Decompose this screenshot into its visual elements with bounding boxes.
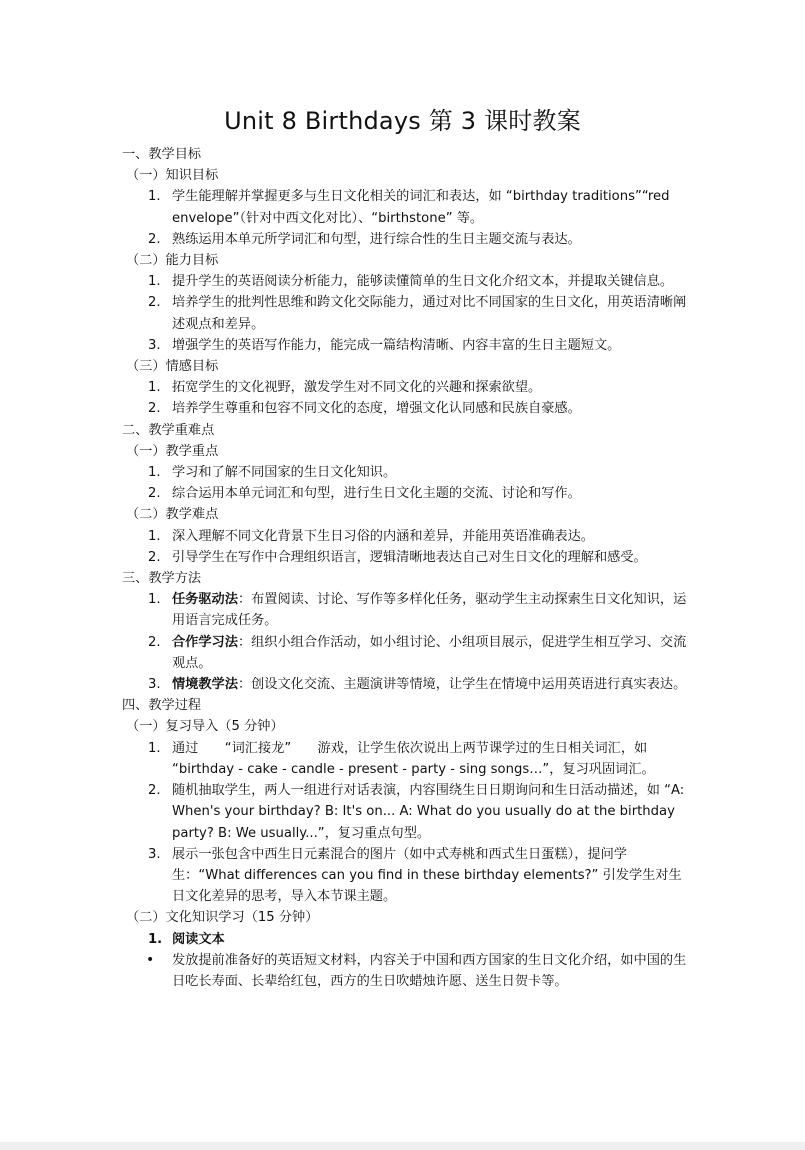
list-item [122, 547, 690, 568]
list-number: 2. [148, 231, 161, 247]
section-heading: 一、教学目标 [122, 147, 202, 162]
method-label: 任务驱动法 [172, 592, 238, 608]
list-item [122, 632, 690, 674]
method-description: ：布置阅读、讨论、写作等多样化任务，驱动学生主动探索生日文化知识，运用语言完成任务。 [172, 592, 687, 629]
list-item-text: 通过 “词汇接龙” 游戏，让学生依次说出上两节课学过的生日相关词汇，如 “birthday - cake - candle - present - party - sing songs…”，复习巩固词汇。 [172, 740, 655, 777]
list-item [122, 929, 690, 950]
list-item [122, 526, 690, 547]
bullet-item-text: 发放提前准备好的英语短文材料，内容关于中国和西方国家的生日文化介绍，如中国的生日吃长寿面、长辈给红包，西方的生日吹蜡烛许愿、送生日贺卡等。 [172, 952, 687, 989]
section-heading: 四、教学过程 [122, 698, 202, 714]
list-item-text: 提升学生的英语阅读分析能力，能够读懂简单的生日文化介绍文本，并提取关键信息。 [172, 274, 674, 290]
list-item-text: 熟练运用本单元所学词汇和句型，进行综合性的生日主题交流与表达。 [172, 231, 581, 247]
bullet-item [122, 950, 690, 992]
list-item [122, 844, 690, 908]
list-item [122, 589, 690, 631]
list-item-text: 深入理解不同文化背景下生日习俗的内涵和差异，并能用英语准确表达。 [172, 528, 594, 544]
section-heading: 二、教学重难点 [122, 422, 215, 438]
list-item-text [172, 632, 690, 674]
list-number: 1. [148, 592, 161, 608]
list-item-text: 增强学生的英语写作能力，能完成一篇结构清晰、内容丰富的生日主题短文。 [172, 337, 621, 353]
list-item [122, 780, 690, 844]
section-heading: 三、教学方法 [122, 571, 202, 587]
list-number: 1. [148, 380, 161, 396]
list-number: 1. [148, 528, 161, 544]
list-item-text [172, 674, 690, 695]
list-number: 2. [148, 486, 161, 502]
list-item [122, 738, 690, 780]
list-item [122, 271, 690, 292]
list-item-text: 学习和了解不同国家的生日文化知识。 [172, 465, 397, 481]
list-item [122, 186, 690, 228]
subsection-heading: （二）教学难点 [126, 507, 219, 523]
list-number: 2. [148, 783, 161, 799]
list-item [122, 377, 690, 398]
list-item-text: 培养学生的批判性思维和跨文化交际能力，通过对比不同国家的生日文化，用英语清晰阐述观点和差异。 [172, 295, 687, 332]
list-item [122, 483, 690, 504]
list-item-text [172, 589, 690, 631]
subsection-heading: （一）知识目标 [126, 168, 219, 184]
list-number: 1. [148, 189, 161, 205]
list-item-text: 拓宽学生的文化视野，激发学生对不同文化的兴趣和探索欲望。 [172, 380, 542, 396]
list-item-text: 学生能理解并掌握更多与生日文化相关的词汇和表达，如 “birthday traditions”“red envelope”（针对中西文化对比）、“birthstone” 等。 [172, 189, 670, 226]
list-item-text: 随机抽取学生，两人一组进行对话表演，内容围绕生日日期询问和生日活动描述，如 “A: When's your birthday? B: It's on... A: What do you usually do at the birthday party? B: We usually...”，复习重点句型。 [172, 783, 685, 841]
list-item [122, 335, 690, 356]
list-item-text: 阅读文本 [172, 931, 225, 947]
list-number: 1. [148, 274, 161, 290]
list-number: 2. [148, 295, 161, 311]
subsection-heading: （一）复习导入（5 分钟） [126, 719, 284, 735]
list-item [122, 292, 690, 334]
subsection-heading: （二）能力目标 [126, 253, 219, 269]
list-item-text: 展示一张包含中西生日元素混合的图片（如中式寿桃和西式生日蛋糕），提问学生：“What differences can you find in these birthday elements?” 引发学生对生日文化差异的思考，导入本节课主题。 [172, 846, 682, 905]
list-number: 1. [148, 740, 161, 756]
list-number: 1. [148, 931, 163, 947]
list-item [122, 229, 690, 250]
page-title: Unit 8 Birthdays 第 3 课时教案 [224, 107, 581, 135]
list-number: 3. [148, 846, 161, 862]
list-number: 2. [148, 401, 161, 417]
bullet-icon: • [146, 951, 155, 968]
subsection-heading: （二）文化知识学习（15 分钟） [126, 910, 319, 926]
list-number: 1. [148, 465, 161, 481]
list-item [122, 462, 690, 483]
list-number: 2. [148, 549, 161, 565]
list-number: 3. [148, 677, 161, 693]
list-item-text: 综合运用本单元词汇和句型，进行生日文化主题的交流、讨论和写作。 [172, 486, 581, 502]
list-item-text: 引导学生在写作中合理组织语言，逻辑清晰地表达自己对生日文化的理解和感受。 [172, 549, 647, 565]
list-item [122, 398, 690, 419]
list-number: 2. [148, 634, 161, 650]
method-label: 情境教学法 [172, 677, 238, 693]
list-item-text: 培养学生尊重和包容不同文化的态度，增强文化认同感和民族自豪感。 [172, 401, 581, 417]
subsection-heading: （三）情感目标 [126, 359, 219, 375]
document-body [122, 144, 690, 992]
list-item [122, 674, 690, 695]
method-description: ：组织小组合作活动，如小组讨论、小组项目展示，促进学生相互学习、交流观点。 [172, 634, 687, 671]
list-number: 3. [148, 337, 161, 353]
method-description: ：创设文化交流、主题演讲等情境，让学生在情境中运用英语进行真实表达。 [237, 677, 687, 693]
subsection-heading: （一）教学重点 [126, 443, 219, 459]
method-label: 合作学习法 [172, 634, 238, 650]
